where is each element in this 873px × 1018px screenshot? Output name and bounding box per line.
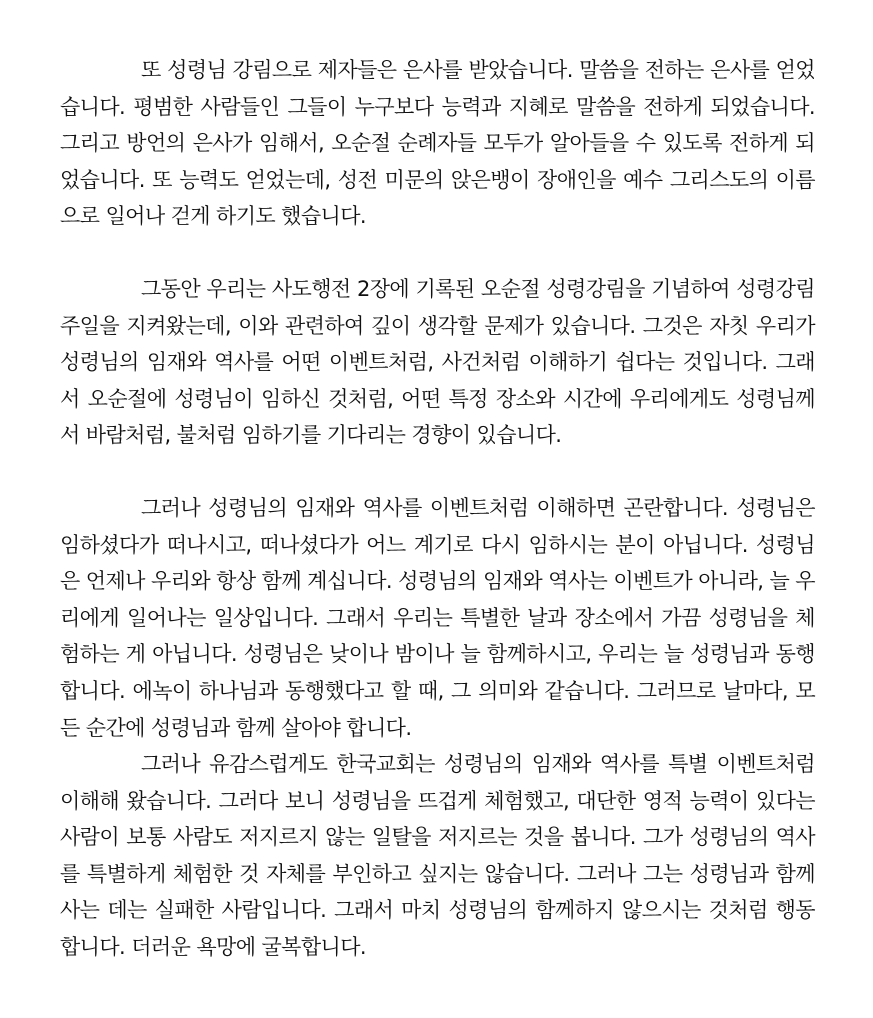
- paragraph-3: 그러나 성령님의 임재와 역사를 이벤트처럼 이해하면 곤란합니다. 성령님은 임하셨다가 떠나시고, 떠나셨다가 어느 계기로 다시 임하시는 분이 아닙니다. 성령님은 언제나 우리와 항상 함께 계십니다. 성령님의 임재와 역사는 이벤트가 아니라, 늘 우리에게 일어나는 일상입니다. 그래서 우리는 특별한 날과 장소에서 가끔 성령님을 체험하는 게 아닙니다. 성령님은 낮이나 밤이나 늘 함께하시고, 우리는 늘 성령님과 동행합니다. 에녹이 하나님과 동행했다고 할 때, 그 의미와 같습니다. 그러므로 날마다, 모든 순간에 성령님과 함께 살아야 합니다.: [60, 495, 815, 740]
- document-page: [60, 52, 815, 966]
- paragraph-1: 또 성령님 강림으로 제자들은 은사를 받았습니다. 말씀을 전하는 은사를 얻었습니다. 평범한 사람들인 그들이 누구보다 능력과 지혜로 말씀을 전하게 되었습니다. 그리고 방언의 은사가 임해서, 오순절 순례자들 모두가 알아들을 수 있도록 전하게 되었습니다. 또 능력도 얻었는데, 성전 미문의 앉은뱅이 장애인을 예수 그리스도의 이름으로 일어나 걷게 하기도 했습니다.: [60, 58, 815, 229]
- paragraph-2: 그동안 우리는 사도행전 2장에 기록된 오순절 성령강림을 기념하여 성령강림 주일을 지켜왔는데, 이와 관련하여 깊이 생각할 문제가 있습니다. 그것은 자칫 우리가 성령님의 임재와 역사를 어떤 이벤트처럼, 사건처럼 이해하기 쉽다는 것입니다. 그래서 오순절에 성령님이 임하신 것처럼, 어떤 특정 장소와 시간에 우리에게도 성령님께서 바람처럼, 불처럼 임하기를 기다리는 경향이 있습니다.: [60, 276, 815, 448]
- paragraph-4: 그러나 유감스럽게도 한국교회는 성령님의 임재와 역사를 특별 이벤트처럼 이해해 왔습니다. 그러다 보니 성령님을 뜨겁게 체험했고, 대단한 영적 능력이 있다는 사람이 보통 사람도 저지르지 않는 일탈을 저지르는 것을 봅니다. 그가 성령님의 역사를 특별하게 체험한 것 자체를 부인하고 싶지는 않습니다. 그러나 그는 성령님과 함께 사는 데는 실패한 사람입니다. 그래서 마치 성령님의 함께하지 않으시는 것처럼 행동합니다. 더러운 욕망에 굴복합니다.: [60, 752, 815, 960]
